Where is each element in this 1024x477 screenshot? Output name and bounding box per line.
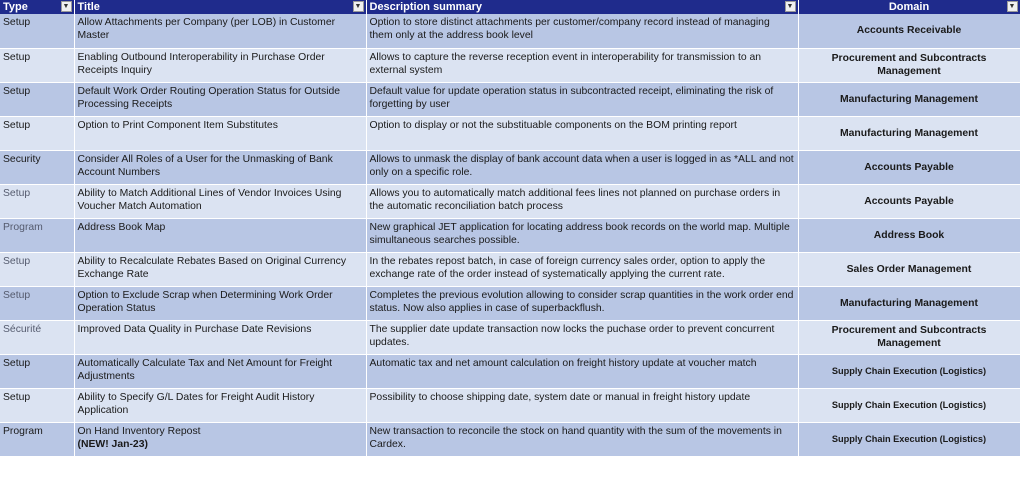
domain-cell[interactable]: Accounts Receivable bbox=[798, 14, 1020, 48]
domain-cell[interactable]: Manufacturing Management bbox=[798, 286, 1020, 320]
domain-cell[interactable]: Supply Chain Execution (Logistics) bbox=[798, 388, 1020, 422]
type-cell[interactable]: Setup bbox=[0, 388, 74, 422]
table-row bbox=[0, 14, 1020, 48]
header-row bbox=[0, 0, 1020, 14]
type-header-label: Type bbox=[3, 1, 28, 13]
type-cell[interactable]: Setup bbox=[0, 116, 74, 150]
title-cell[interactable]: Allow Attachments per Company (per LOB) in Customer Master bbox=[74, 14, 366, 48]
table-row bbox=[0, 116, 1020, 150]
title-cell[interactable]: Address Book Map bbox=[74, 218, 366, 252]
description-column-header[interactable] bbox=[366, 0, 798, 14]
title-cell[interactable]: Consider All Roles of a User for the Unmasking of Bank Account Numbers bbox=[74, 150, 366, 184]
title-cell[interactable]: Ability to Specify G/L Dates for Freight Audit History Application bbox=[74, 388, 366, 422]
table-row bbox=[0, 354, 1020, 388]
description-filter-dropdown-icon[interactable]: ▼ bbox=[785, 1, 796, 12]
type-cell[interactable]: Setup bbox=[0, 82, 74, 116]
title-cell[interactable] bbox=[74, 422, 366, 456]
type-column-header[interactable] bbox=[0, 0, 74, 14]
table-row bbox=[0, 82, 1020, 116]
title-cell[interactable]: Enabling Outbound Interoperability in Purchase Order Receipts Inquiry bbox=[74, 48, 366, 82]
description-cell[interactable]: Option to store distinct attachments per customer/company record instead of managing them only at the address book level bbox=[366, 14, 798, 48]
title-text: On Hand Inventory Repost bbox=[77, 425, 201, 437]
title-cell[interactable]: Default Work Order Routing Operation Status for Outside Processing Receipts bbox=[74, 82, 366, 116]
description-cell[interactable]: New graphical JET application for locating address book records on the world map. Multiple simultaneous searches possible. bbox=[366, 218, 798, 252]
table-row bbox=[0, 286, 1020, 320]
description-cell[interactable]: Default value for update operation status in subcontracted receipt, eliminating the risk of forgetting by user bbox=[366, 82, 798, 116]
domain-cell[interactable]: Manufacturing Management bbox=[798, 116, 1020, 150]
type-cell[interactable]: Setup bbox=[0, 252, 74, 286]
description-cell[interactable]: Completes the previous evolution allowing to consider scrap quantities in the work order end status. Now also applies in case of superbackflush. bbox=[366, 286, 798, 320]
domain-cell[interactable]: Address Book bbox=[798, 218, 1020, 252]
type-cell[interactable]: Security bbox=[0, 150, 74, 184]
title-cell[interactable]: Automatically Calculate Tax and Net Amount for Freight Adjustments bbox=[74, 354, 366, 388]
description-cell[interactable]: Allows to unmask the display of bank account data when a user is logged in as *ALL and not only on a specific role. bbox=[366, 150, 798, 184]
description-cell[interactable]: In the rebates repost batch, in case of foreign currency sales order, option to apply the exchange rate of the order instead of systematically applying the current rate. bbox=[366, 252, 798, 286]
type-cell[interactable]: Sécurité bbox=[0, 320, 74, 354]
type-cell[interactable]: Setup bbox=[0, 48, 74, 82]
domain-cell[interactable]: Procurement and Subcontracts Management bbox=[798, 320, 1020, 354]
type-cell[interactable]: Program bbox=[0, 218, 74, 252]
title-filter-dropdown-icon[interactable]: ▼ bbox=[353, 1, 364, 12]
title-cell[interactable]: Improved Data Quality in Purchase Date Revisions bbox=[74, 320, 366, 354]
table-row bbox=[0, 150, 1020, 184]
type-cell[interactable]: Setup bbox=[0, 286, 74, 320]
domain-cell[interactable]: Accounts Payable bbox=[798, 150, 1020, 184]
description-cell[interactable]: Allows to capture the reverse reception event in interoperability for transmission to an external system bbox=[366, 48, 798, 82]
type-cell[interactable]: Setup bbox=[0, 184, 74, 218]
domain-cell[interactable]: Manufacturing Management bbox=[798, 82, 1020, 116]
title-cell[interactable]: Ability to Match Additional Lines of Vendor Invoices Using Voucher Match Automation bbox=[74, 184, 366, 218]
description-cell[interactable]: The supplier date update transaction now locks the puchase order to prevent concurrent updates. bbox=[366, 320, 798, 354]
domain-cell[interactable]: Supply Chain Execution (Logistics) bbox=[798, 422, 1020, 456]
title-cell[interactable]: Ability to Recalculate Rebates Based on Original Currency Exchange Rate bbox=[74, 252, 366, 286]
description-cell[interactable]: Automatic tax and net amount calculation on freight history update at voucher match bbox=[366, 354, 798, 388]
domain-column-header[interactable] bbox=[798, 0, 1020, 14]
title-column-header[interactable] bbox=[74, 0, 366, 14]
domain-filter-dropdown-icon[interactable]: ▼ bbox=[1007, 1, 1018, 12]
domain-cell[interactable]: Supply Chain Execution (Logistics) bbox=[798, 354, 1020, 388]
table-row bbox=[0, 422, 1020, 456]
description-cell[interactable]: New transaction to reconcile the stock on hand quantity with the sum of the movements in Cardex. bbox=[366, 422, 798, 456]
type-cell[interactable]: Program bbox=[0, 422, 74, 456]
table-row bbox=[0, 48, 1020, 82]
domain-cell[interactable]: Sales Order Management bbox=[798, 252, 1020, 286]
description-cell[interactable]: Possibility to choose shipping date, system date or manual in freight history update bbox=[366, 388, 798, 422]
domain-cell[interactable]: Accounts Payable bbox=[798, 184, 1020, 218]
type-cell[interactable]: Setup bbox=[0, 354, 74, 388]
new-badge: (NEW! Jan-23) bbox=[77, 438, 148, 450]
domain-header-label: Domain bbox=[888, 1, 930, 13]
description-header-label: Description summary bbox=[369, 1, 482, 13]
type-filter-dropdown-icon[interactable]: ▼ bbox=[61, 1, 72, 12]
table-row bbox=[0, 320, 1020, 354]
sheet-edge bbox=[1020, 0, 1024, 477]
title-header-label: Title bbox=[77, 1, 100, 13]
domain-cell[interactable]: Procurement and Subcontracts Management bbox=[798, 48, 1020, 82]
description-cell[interactable]: Allows you to automatically match additional fees lines not planned on purchase orders in the automatic reconciliation batch process bbox=[366, 184, 798, 218]
title-cell[interactable]: Option to Exclude Scrap when Determining Work Order Operation Status bbox=[74, 286, 366, 320]
description-cell[interactable]: Option to display or not the substituable components on the BOM printing report bbox=[366, 116, 798, 150]
table-row bbox=[0, 252, 1020, 286]
title-cell[interactable]: Option to Print Component Item Substitutes bbox=[74, 116, 366, 150]
type-cell[interactable]: Setup bbox=[0, 14, 74, 48]
table-row bbox=[0, 184, 1020, 218]
table-row bbox=[0, 388, 1020, 422]
table-row bbox=[0, 218, 1020, 252]
